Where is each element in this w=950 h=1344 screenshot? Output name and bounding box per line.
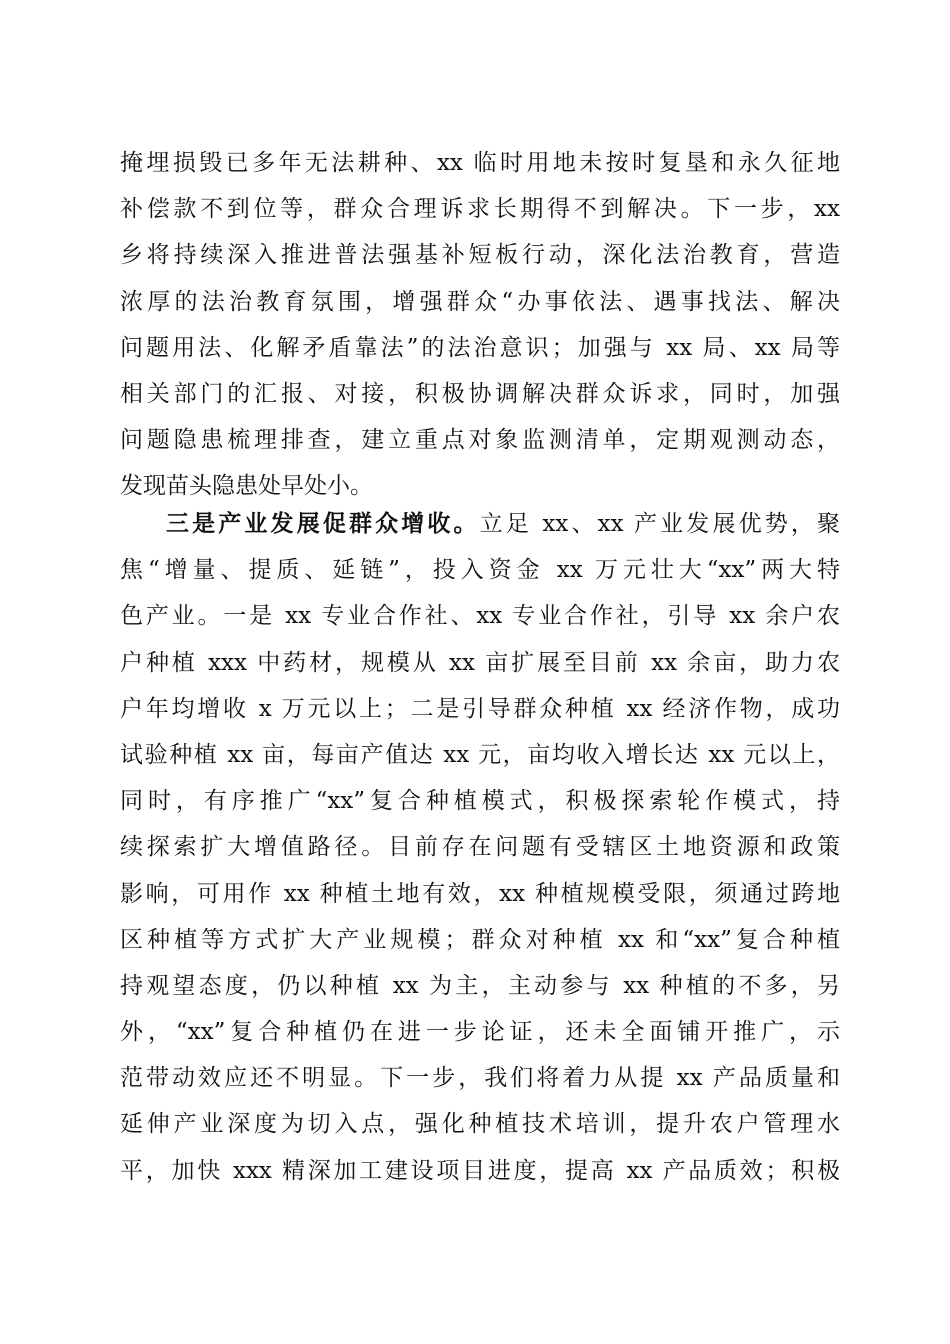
text-line-first [120, 501, 840, 547]
text-line: 浓厚的法治教育氛围，增强群众“办事依法、遇事找法、解决 [120, 288, 840, 315]
text-line: 焦“增量、提质、延链”，投入资金 xx 万元壮大“xx”两大特 [120, 557, 840, 584]
text-line: 影响，可用作 xx 种植土地有效，xx 种植规模受限，须通过跨地 [120, 880, 840, 907]
text-line: 续探索扩大增值路径。目前存在问题有受辖区土地资源和政策 [120, 834, 840, 861]
text-line: 同时，有序推广“xx”复合种植模式，积极探索轮作模式，持 [120, 788, 840, 815]
text-line: 户种植 xxx 中药材，规模从 xx 亩扩展至目前 xx 余亩，助力农 [120, 649, 840, 676]
paragraph-2 [120, 501, 840, 1194]
text-line: 持观望态度，仍以种植 xx 为主，主动参与 xx 种植的不多，另 [120, 972, 840, 999]
text-line: 乡将持续深入推进普法强基补短板行动，深化法治教育，营造 [120, 242, 840, 269]
paragraph-lead-heading: 三是产业发展促群众增收。 [166, 510, 480, 537]
text-line: 平，加快 xxx 精深加工建设项目进度，提高 xx 产品质效；积极 [120, 1157, 840, 1184]
text-line: 区种植等方式扩大产业规模；群众对种植 xx 和“xx”复合种植 [120, 926, 840, 953]
text-line: 相关部门的汇报、对接，积极协调解决群众诉求，同时，加强 [120, 380, 840, 407]
text-line-rest: 立足 xx、xx 产业发展优势，聚 [479, 511, 841, 537]
text-line: 掩埋损毁已多年无法耕种、xx 临时用地未按时复垦和永久征地 [120, 150, 840, 176]
text-line: 发现苗头隐患处早处小。 [120, 473, 373, 500]
text-line: 延伸产业深度为切入点，强化种植技术培训，提升农户管理水 [120, 1111, 840, 1138]
text-line: 补偿款不到位等，群众合理诉求长期得不到解决。下一步，xx [120, 196, 840, 223]
text-line: 外，“xx”复合种植仍在进一步论证，还未全面铺开推广，示 [120, 1019, 840, 1046]
text-line: 试验种植 xx 亩，每亩产值达 xx 元，亩均收入增长达 xx 元以上， [120, 741, 840, 768]
text-line: 色产业。一是 xx 专业合作社、xx 专业合作社，引导 xx 余户农 [120, 603, 840, 630]
paragraph-1 [120, 140, 840, 510]
text-line: 问题用法、化解矛盾靠法”的法治意识；加强与 xx 局、xx 局等 [120, 334, 840, 361]
text-line: 范带动效应还不明显。下一步，我们将着力从提 xx 产品质量和 [120, 1065, 840, 1092]
text-line: 问题隐患梳理排查，建立重点对象监测清单，定期观测动态， [120, 427, 840, 454]
text-line: 户年均增收 x 万元以上；二是引导群众种植 xx 经济作物，成功 [120, 695, 840, 722]
